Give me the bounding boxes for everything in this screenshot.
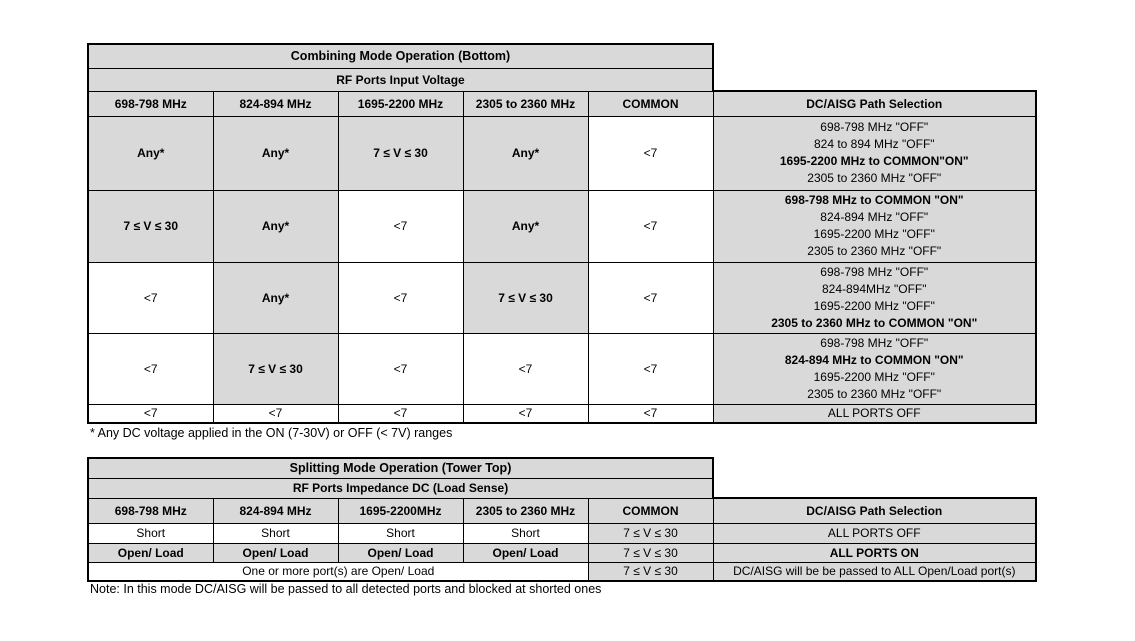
voltage-cell: 7 ≤ V ≤ 30	[88, 190, 213, 262]
voltage-cell: <7	[88, 333, 213, 404]
common-cell: 7 ≤ V ≤ 30	[588, 562, 713, 581]
path-line: 824-894 MHz "OFF"	[820, 210, 929, 224]
voltage-cell: 7 ≤ V ≤ 30	[213, 333, 338, 404]
voltage-cell: <7	[213, 404, 338, 423]
empty-corner	[713, 68, 1036, 91]
impedance-cell: Short	[338, 523, 463, 543]
path-line: 2305 to 2360 MHz to COMMON "ON"	[771, 315, 978, 330]
path-selection-cell	[713, 262, 1036, 333]
common-cell: <7	[588, 190, 713, 262]
path-line: 698-798 MHz to COMMON "ON"	[784, 193, 964, 207]
voltage-cell: <7	[88, 404, 213, 423]
column-header: COMMON	[588, 498, 713, 523]
path-line: 824-894 MHz to COMMON "ON"	[784, 352, 964, 367]
voltage-cell: <7	[463, 333, 588, 404]
voltage-cell: Any*	[88, 116, 213, 190]
path-selection-cell	[713, 190, 1036, 262]
common-cell: <7	[588, 262, 713, 333]
combining-title: Combining Mode Operation (Bottom)	[88, 44, 713, 68]
voltage-cell: Any*	[463, 116, 588, 190]
voltage-cell: 7 ≤ V ≤ 30	[338, 116, 463, 190]
empty-corner	[713, 458, 1036, 478]
column-header: 1695-2200MHz	[338, 498, 463, 523]
path-line: 2305 to 2360 MHz "OFF"	[807, 386, 942, 401]
merged-ports-cell: One or more port(s) are Open/ Load	[88, 562, 588, 581]
combining-table	[87, 43, 1037, 424]
voltage-cell: Any*	[213, 262, 338, 333]
column-header: 824-894 MHz	[213, 91, 338, 116]
impedance-cell: Short	[213, 523, 338, 543]
voltage-cell: Any*	[463, 190, 588, 262]
path-selection-cell	[713, 333, 1036, 404]
voltage-cell: Any*	[213, 190, 338, 262]
voltage-cell: Any*	[213, 116, 338, 190]
column-header: 2305 to 2360 MHz	[463, 498, 588, 523]
path-line: 1695-2200 MHz "OFF"	[813, 227, 935, 241]
path-selection-cell: DC/AISG will be be passed to ALL Open/Load port(s)	[713, 562, 1036, 581]
path-line: 698-798 MHz "OFF"	[820, 264, 929, 279]
path-line: 1695-2200 MHz to COMMON"ON"	[779, 154, 969, 168]
path-line: 2305 to 2360 MHz "OFF"	[807, 244, 942, 258]
column-header: 698-798 MHz	[88, 91, 213, 116]
path-line: 824-894MHz "OFF"	[821, 281, 927, 296]
footnote: * Any DC voltage applied in the ON (7-30V) or OFF (< 7V) ranges	[90, 426, 453, 440]
empty-corner	[713, 478, 1036, 498]
common-cell: 7 ≤ V ≤ 30	[588, 523, 713, 543]
splitting-title: Splitting Mode Operation (Tower Top)	[88, 458, 713, 478]
voltage-cell: <7	[463, 404, 588, 423]
column-header: COMMON	[588, 91, 713, 116]
impedance-cell: Open/ Load	[88, 543, 213, 562]
column-header: 698-798 MHz	[88, 498, 213, 523]
path-selection-cell: ALL PORTS OFF	[713, 523, 1036, 543]
path-selection-cell: ALL PORTS ON	[713, 543, 1036, 562]
path-selection-cell	[713, 116, 1036, 190]
column-header: 824-894 MHz	[213, 498, 338, 523]
splitting-table	[87, 457, 1037, 582]
voltage-cell: <7	[338, 262, 463, 333]
column-header: 2305 to 2360 MHz	[463, 91, 588, 116]
voltage-cell: <7	[88, 262, 213, 333]
common-cell: <7	[588, 116, 713, 190]
path-line: 698-798 MHz "OFF"	[820, 120, 929, 134]
impedance-cell: Short	[463, 523, 588, 543]
impedance-cell: Open/ Load	[213, 543, 338, 562]
voltage-cell: 7 ≤ V ≤ 30	[463, 262, 588, 333]
column-header: DC/AISG Path Selection	[713, 91, 1036, 116]
empty-corner	[713, 44, 1036, 68]
column-header: DC/AISG Path Selection	[713, 498, 1036, 523]
common-cell: <7	[588, 333, 713, 404]
voltage-cell: <7	[338, 404, 463, 423]
impedance-cell: Short	[88, 523, 213, 543]
impedance-cell: Open/ Load	[338, 543, 463, 562]
note: Note: In this mode DC/AISG will be passed to all detected ports and blocked at shorted ones	[90, 582, 602, 596]
path-line: 824 to 894 MHz "OFF"	[813, 137, 935, 151]
impedance-cell: Open/ Load	[463, 543, 588, 562]
path-line: 1695-2200 MHz "OFF"	[813, 369, 935, 384]
common-cell: <7	[588, 404, 713, 423]
voltage-cell: <7	[338, 333, 463, 404]
path-line: 698-798 MHz "OFF"	[820, 335, 929, 350]
path-line: 2305 to 2360 MHz "OFF"	[807, 171, 942, 185]
common-cell: 7 ≤ V ≤ 30	[588, 543, 713, 562]
combining-subtitle: RF Ports Input Voltage	[88, 68, 713, 91]
path-selection-cell: ALL PORTS OFF	[713, 404, 1036, 423]
voltage-cell: <7	[338, 190, 463, 262]
column-header: 1695-2200 MHz	[338, 91, 463, 116]
path-line: 1695-2200 MHz "OFF"	[813, 298, 935, 313]
splitting-subtitle: RF Ports Impedance DC (Load Sense)	[88, 478, 713, 498]
